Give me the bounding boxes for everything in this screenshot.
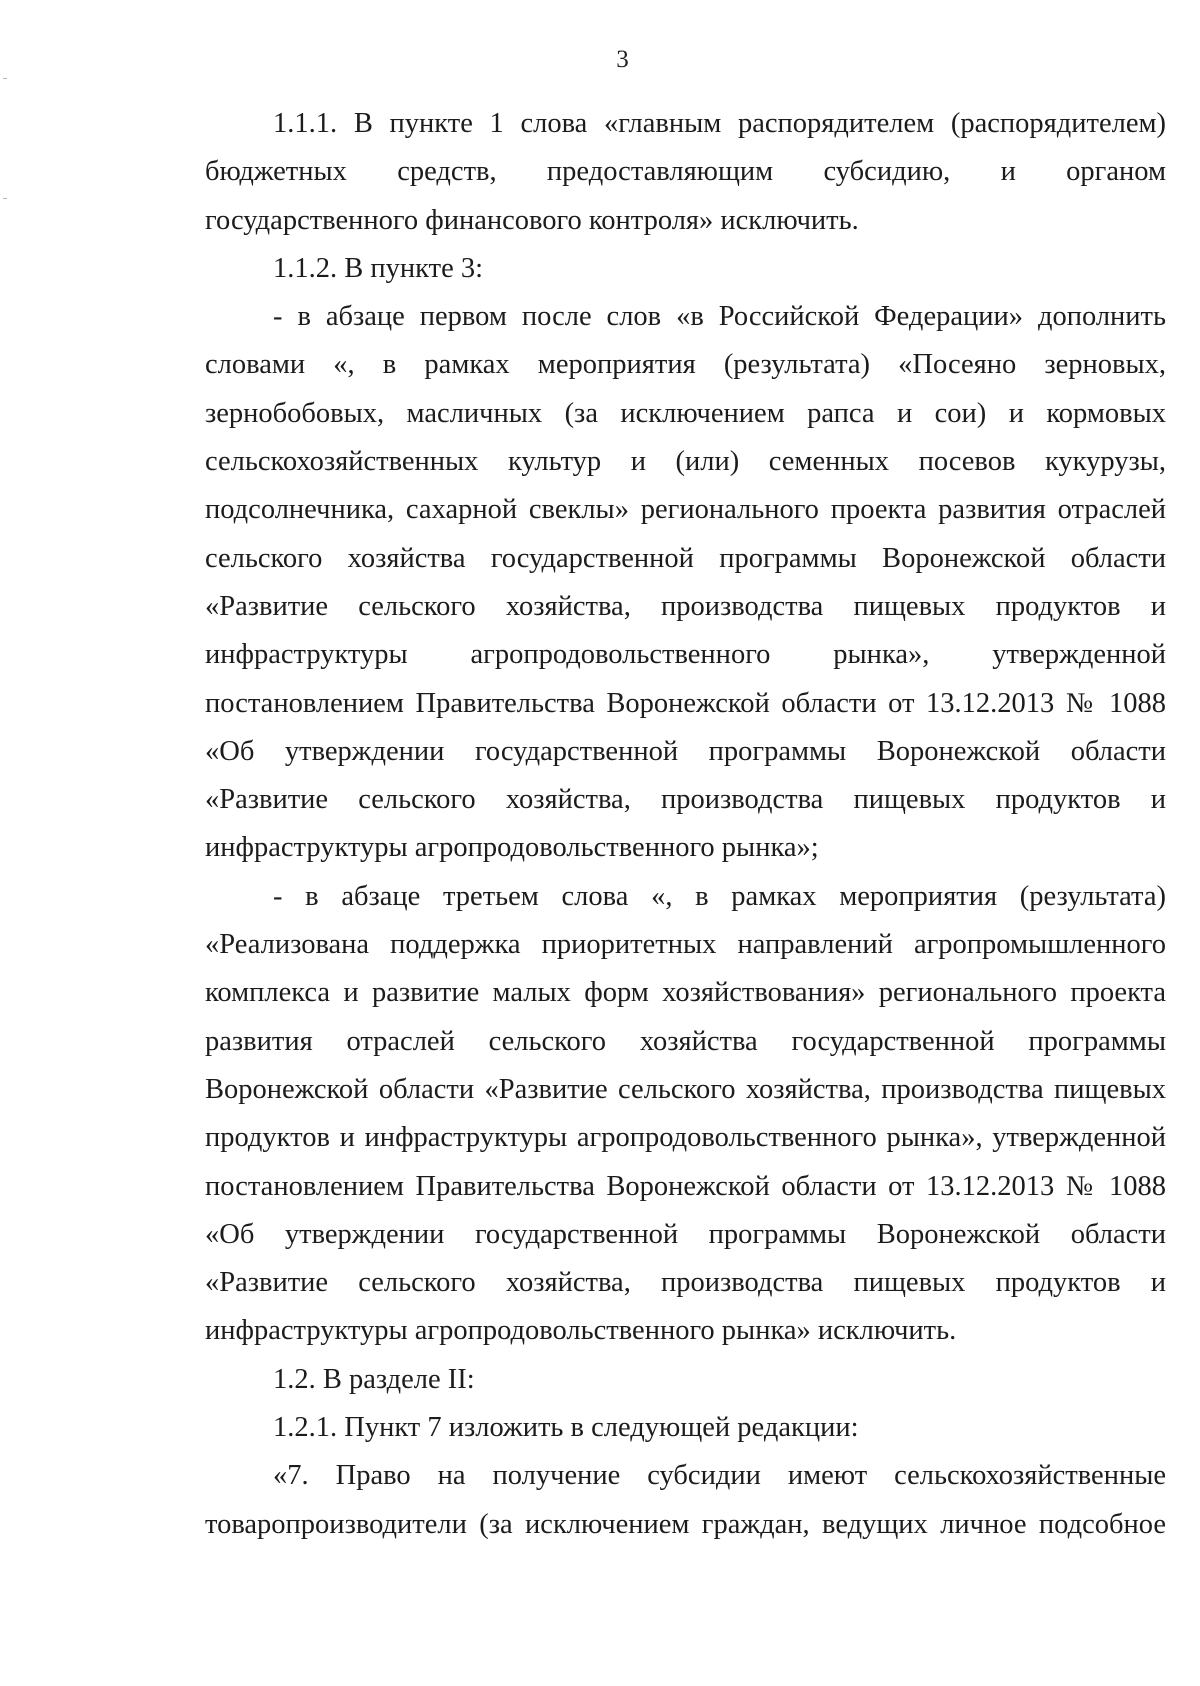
paragraph-1-1-2: 1.1.2. В пункте 3: <box>273 252 484 284</box>
page-number: 3 <box>616 46 629 73</box>
paragraph-item-third: - в абзаце третьем слова «, в рамках мероприятия (результата) «Реализована поддержка приоритетных направлений агропромышленного комплекса и развитие малых форм хозяйствования» регионального проекта развития отраслей сельского хозяйства государственной программы Воронежской области «Развитие сельского хозяйства, производства пищевых продуктов и инфраструктуры агропродовольственного рынка», утвержденной постановлением Правительства Воронежской области от 13.12.2013 № 1088 «Об утверждении государственной программы Воронежской области «Развитие сельского хозяйства, производства пищевых продуктов и инфраструктуры агропродовольственного рынка» исключить. <box>205 880 1166 1347</box>
paragraph-7-quote: «7. Право на получение субсидии имеют сельскохозяйственные товаропроизводители (за исключением граждан, ведущих личное подсобное <box>205 1460 1166 1540</box>
paragraph-item-first: - в абзаце первом после слов «в Российской Федерации» дополнить словами «, в рамках мероприятия (результата) «Посеяно зерновых, зернобобовых, масличных (за исключением рапса и сои) и кормовых сельскохозяйственных культур и (или) семенных посевов кукурузы, подсолнечника, сахарной свеклы» регионального проекта развития отраслей сельского хозяйства государственной программы Воронежской области «Развитие сельского хозяйства, производства пищевых продуктов и инфраструктуры агропродовольственного рынка», утвержденной постановлением Правительства Воронежской области от 13.12.2013 № 1088 «Об утверждении государственной программы Воронежской области «Развитие сельского хозяйства, производства пищевых продуктов и инфраструктуры агропродовольственного рынка»; <box>205 301 1166 864</box>
scan-artifact <box>3 78 7 79</box>
document-body <box>205 100 1166 1549</box>
scan-artifact <box>3 198 7 199</box>
paragraph-1-2-1: 1.2.1. Пункт 7 изложить в следующей редакции: <box>273 1412 859 1444</box>
paragraph-1-2: 1.2. В разделе II: <box>273 1363 475 1395</box>
paragraph-1-1-1: 1.1.1. В пункте 1 слова «главным распорядителем (распорядителем) бюджетных средств, предоставляющим субсидию, и органом государственного финансового контроля» исключить. <box>205 108 1166 236</box>
